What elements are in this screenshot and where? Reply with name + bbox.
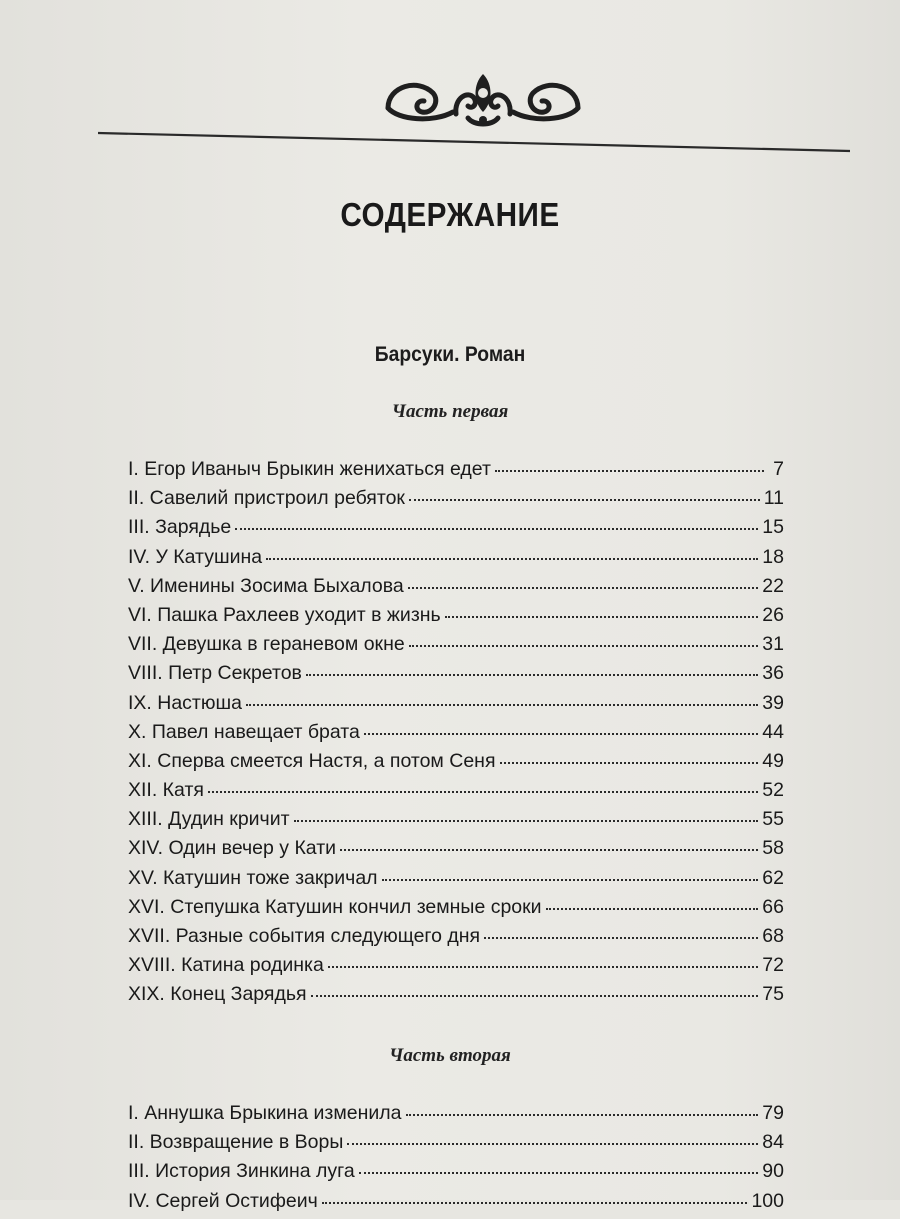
dot-leader <box>328 966 758 968</box>
toc-entry <box>128 925 784 954</box>
dot-leader <box>347 1143 758 1145</box>
toc-entry <box>128 779 784 808</box>
page-number: 11 <box>763 487 784 510</box>
chapter-title: I. Аннушка Брыкина изменила <box>128 1102 402 1124</box>
chapter-title: VIII. Петр Секретов <box>128 662 302 685</box>
page-number: 44 <box>762 720 784 743</box>
toc-entry <box>128 721 784 750</box>
toc-entry <box>128 662 784 691</box>
chapter-title: I. Егор Иваныч Брыкин женихаться едет <box>128 458 491 480</box>
chapter-title: XIII. Дудин кричит <box>128 808 290 831</box>
chapter-title: VII. Девушка в гераневом окне <box>128 633 405 656</box>
chapter-title: V. Именины Зосима Быхалова <box>128 574 404 597</box>
toc-entry <box>128 837 784 866</box>
novel-title: Барсуки. Роман <box>374 343 526 366</box>
chapter-title: XVIII. Катина родинка <box>128 954 324 977</box>
chapter-title: XIV. Один вечер у Кати <box>128 837 337 860</box>
chapter-title: IV. Сергей Остифеич <box>128 1189 318 1212</box>
page-number: 58 <box>762 837 784 860</box>
page-number: 72 <box>762 954 784 977</box>
dot-leader <box>500 762 759 764</box>
dot-leader <box>445 616 759 618</box>
page-number: 15 <box>762 516 784 539</box>
toc-entry <box>128 1190 784 1219</box>
chapter-title: XVII. Разные события следующего дня <box>128 925 481 947</box>
page-number: 90 <box>762 1160 784 1183</box>
page-number: 79 <box>762 1102 784 1124</box>
chapter-title: II. Савелий пристроил ребяток <box>128 487 405 510</box>
toc-entry <box>128 750 784 779</box>
toc-entry <box>128 487 784 516</box>
dot-leader <box>322 1202 748 1204</box>
dot-leader <box>382 879 759 881</box>
chapter-title: XV. Катушин тоже закричал <box>128 866 378 889</box>
page-number: 39 <box>762 691 784 714</box>
dot-leader <box>364 733 758 735</box>
dot-leader <box>484 937 758 939</box>
toc-entry <box>128 808 784 837</box>
chapter-title: XII. Катя <box>128 779 204 802</box>
toc-entry <box>128 546 784 575</box>
toc-entry <box>128 633 784 662</box>
toc-entry <box>128 604 784 633</box>
chapter-title: II. Возвращение в Воры <box>128 1131 344 1154</box>
page-number: 18 <box>762 545 784 568</box>
dot-leader <box>495 470 764 472</box>
dot-leader <box>406 1114 759 1116</box>
scroll-ornament-icon <box>378 68 588 130</box>
toc-entry <box>128 516 784 545</box>
part-heading-2: Часть вторая <box>389 1045 511 1066</box>
page-number: 66 <box>762 895 784 918</box>
toc-list-part-2 <box>128 1102 784 1219</box>
dot-leader <box>546 908 759 910</box>
dot-leader <box>340 849 758 851</box>
toc-entry <box>128 458 784 487</box>
toc-entry <box>128 1160 784 1189</box>
toc-list-part-1 <box>128 458 784 1013</box>
header-rule <box>98 131 850 155</box>
chapter-title: IV. У Катушина <box>128 545 263 568</box>
chapter-title: VI. Пашка Рахлеев уходит в жизнь <box>128 603 441 626</box>
toc-entry <box>128 575 784 604</box>
dot-leader <box>294 820 759 822</box>
dot-leader <box>306 674 758 676</box>
page-number: 62 <box>762 866 784 889</box>
dot-leader <box>266 558 758 560</box>
chapter-title: X. Павел навещает брата <box>128 720 360 743</box>
chapter-title: XIX. Конец Зарядья <box>128 983 307 1006</box>
toc-entry <box>128 896 784 925</box>
toc-entry <box>128 954 784 983</box>
chapter-title: III. Зарядье <box>128 516 232 539</box>
dot-leader <box>409 499 760 501</box>
page-number: 31 <box>762 633 784 656</box>
page-title: СОДЕРЖАНИЕ <box>340 196 560 233</box>
page-number: 84 <box>762 1131 784 1154</box>
page-number: 49 <box>762 749 784 772</box>
chapter-title: IX. Настюша <box>128 691 242 714</box>
dot-leader <box>409 645 759 647</box>
dot-leader <box>408 587 759 589</box>
toc-entry <box>128 692 784 721</box>
dot-leader <box>359 1172 759 1174</box>
page-number: 75 <box>762 983 784 1006</box>
toc-entry <box>128 983 784 1012</box>
page-number: 52 <box>762 779 784 802</box>
chapter-title: XI. Сперва смеется Настя, а потом Сеня <box>128 749 496 772</box>
dot-leader <box>246 704 758 706</box>
page-number: 55 <box>762 808 784 831</box>
page-number: 100 <box>751 1189 784 1212</box>
page-number: 26 <box>762 603 784 626</box>
toc-entry <box>128 1131 784 1160</box>
chapter-title: III. История Зинкина луга <box>128 1160 355 1183</box>
toc-entry <box>128 1102 784 1131</box>
page-number: 7 <box>773 458 784 480</box>
dot-leader <box>235 528 758 530</box>
chapter-title: XVI. Степушка Катушин кончил земные сроки <box>128 895 542 918</box>
page-number: 22 <box>762 574 784 597</box>
dot-leader <box>208 791 758 793</box>
part-heading-1: Часть первая <box>391 401 509 422</box>
toc-entry <box>128 867 784 896</box>
dot-leader <box>311 995 759 997</box>
page-number: 68 <box>762 925 784 947</box>
page-number: 36 <box>762 662 784 685</box>
